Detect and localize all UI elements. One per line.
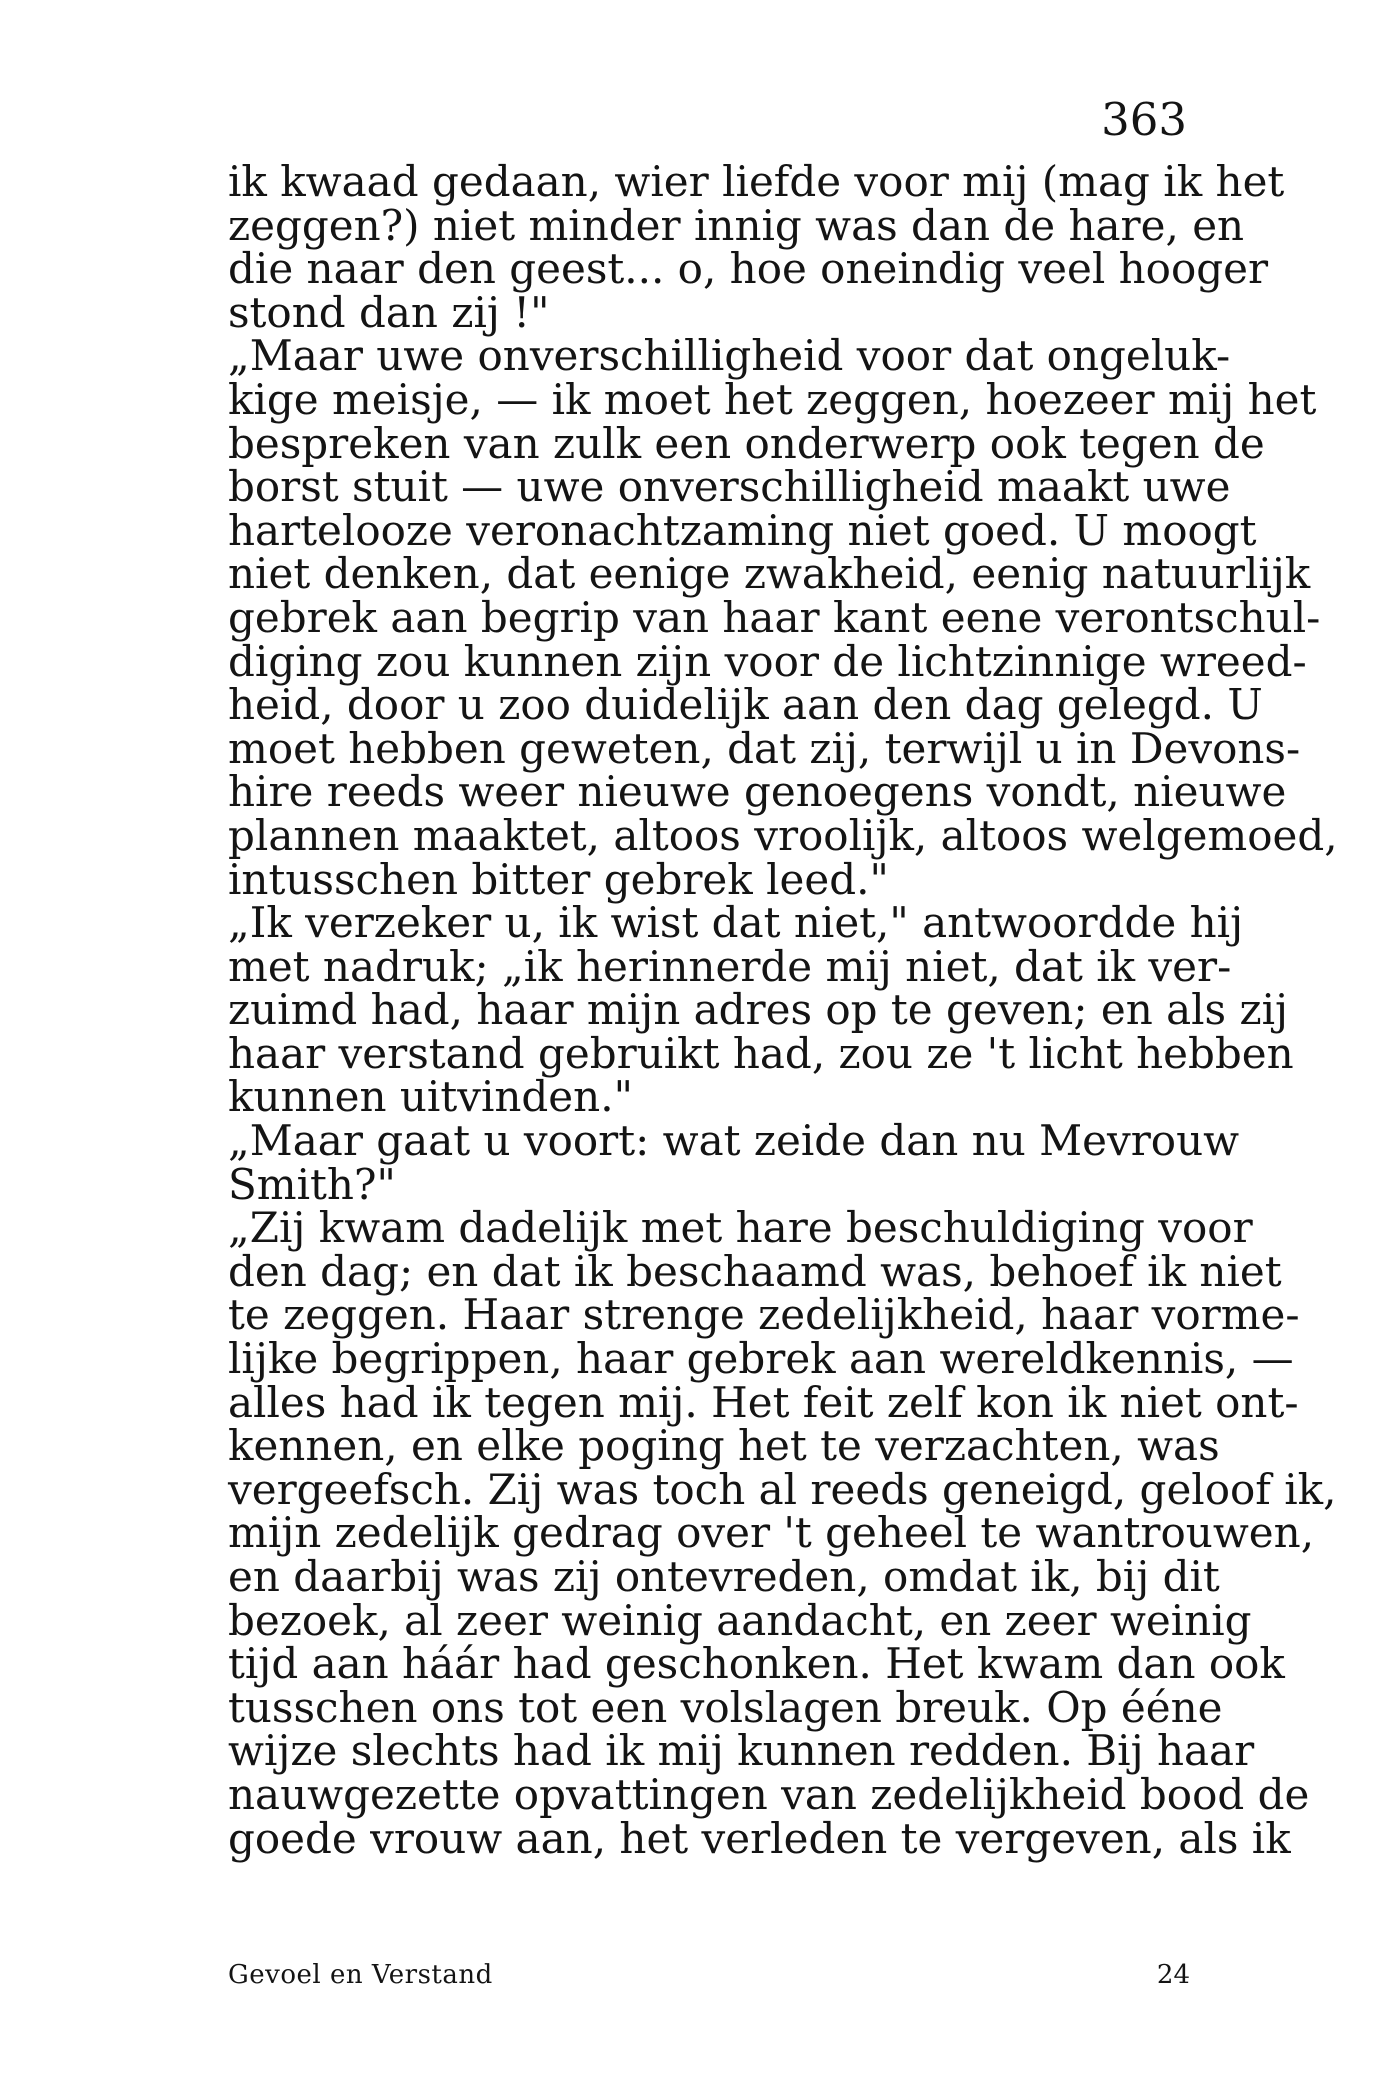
text-line: den dag; en dat ik beschaamd was, behoef ik niet bbox=[228, 1246, 1282, 1296]
body-text bbox=[228, 157, 1338, 1863]
text-line: ik kwaad gedaan, wier liefde voor mij (mag ik het bbox=[228, 157, 1285, 206]
text-line: kunnen uitvinden." bbox=[228, 1072, 633, 1122]
text-line: hire reeds weer nieuwe genoegens vondt, nieuwe bbox=[228, 767, 1287, 817]
text-line: „Ik verzeker u, ik wist dat niet," antwoordde hij bbox=[228, 898, 1244, 948]
text-line: tusschen ons tot een volslagen breuk. Op ééne bbox=[228, 1682, 1223, 1732]
text-line: gebrek aan begrip van haar kant eene verontschul- bbox=[228, 592, 1321, 642]
text-line: bezoek, al zeer weinig aandacht, en zeer weinig bbox=[228, 1595, 1252, 1645]
text-line: „Maar uwe onverschilligheid voor dat ongeluk- bbox=[228, 331, 1231, 381]
text-line: te zeggen. Haar strenge zedelijkheid, haar vorme- bbox=[228, 1290, 1300, 1340]
text-line: kige meisje, — ik moet het zeggen, hoezeer mij het bbox=[228, 374, 1317, 424]
text-line: en daarbij was zij ontevreden, omdat ik, bij dit bbox=[228, 1552, 1220, 1601]
text-line: zuimd had, haar mijn adres op te geven; en als zij bbox=[228, 985, 1289, 1035]
text-line: intusschen bitter gebrek leed." bbox=[228, 854, 889, 904]
text-line: haar verstand gebruikt had, zou ze 't licht hebben bbox=[228, 1028, 1294, 1078]
text-line: niet denken, dat eenige zwakheid, eenig natuurlijk bbox=[228, 549, 1311, 599]
text-line: die naar den geest... o, hoe oneindig veel hooger bbox=[228, 244, 1269, 294]
text-line: diging zou kunnen zijn voor de lichtzinnige wreed- bbox=[228, 636, 1307, 686]
text-line: goede vrouw aan, het verleden te vergeven, als ik bbox=[228, 1813, 1291, 1863]
text-line: „Maar gaat u voort: wat zeide dan nu Mevrouw bbox=[228, 1116, 1240, 1166]
text-line: „Zij kwam dadelijk met hare beschuldiging voor bbox=[228, 1203, 1253, 1253]
signature-mark: 24 bbox=[1156, 1960, 1190, 1990]
running-footer-title: Gevoel en Verstand bbox=[228, 1960, 493, 1990]
text-line: tijd aan háár had geschonken. Het kwam dan ook bbox=[228, 1639, 1285, 1689]
text-line: zeggen?) niet minder innig was dan de hare, en bbox=[228, 200, 1245, 250]
text-line: bespreken van zulk een onderwerp ook tegen de bbox=[228, 418, 1265, 468]
text-line: alles had ik tegen mij. Het feit zelf kon ik niet ont- bbox=[228, 1377, 1299, 1427]
text-line: moet hebben geweten, dat zij, terwijl u in Devons- bbox=[228, 723, 1301, 773]
text-line: lijke begrippen, haar gebrek aan wereldkennis, — bbox=[228, 1334, 1294, 1384]
text-line: borst stuit — uwe onverschilligheid maakt uwe bbox=[228, 462, 1231, 512]
text-line: heid, door u zoo duidelijk aan den dag gelegd. U bbox=[228, 680, 1263, 730]
text-line: mijn zedelijk gedrag over 't geheel te wantrouwen, bbox=[228, 1508, 1315, 1558]
text-line: nauwgezette opvattingen van zedelijkheid bood de bbox=[228, 1769, 1310, 1819]
text-line: Smith?" bbox=[228, 1159, 396, 1209]
text-line: kennen, en elke poging het te verzachten, was bbox=[228, 1421, 1220, 1471]
page-number: 363 bbox=[1101, 93, 1187, 146]
text-line: met nadruk; „ik herinnerde mij niet, dat ik ver- bbox=[228, 941, 1232, 991]
text-line: wijze slechts had ik mij kunnen redden. Bij haar bbox=[228, 1726, 1255, 1776]
text-line: vergeefsch. Zij was toch al reeds geneigd, geloof ik, bbox=[228, 1464, 1337, 1514]
text-line: stond dan zij !" bbox=[228, 287, 550, 337]
text-line: plannen maaktet, altoos vroolijk, altoos welgemoed, bbox=[228, 810, 1338, 860]
text-line: hartelooze veronachtzaming niet goed. U moogt bbox=[228, 505, 1257, 555]
page-footer bbox=[228, 1960, 1190, 1990]
